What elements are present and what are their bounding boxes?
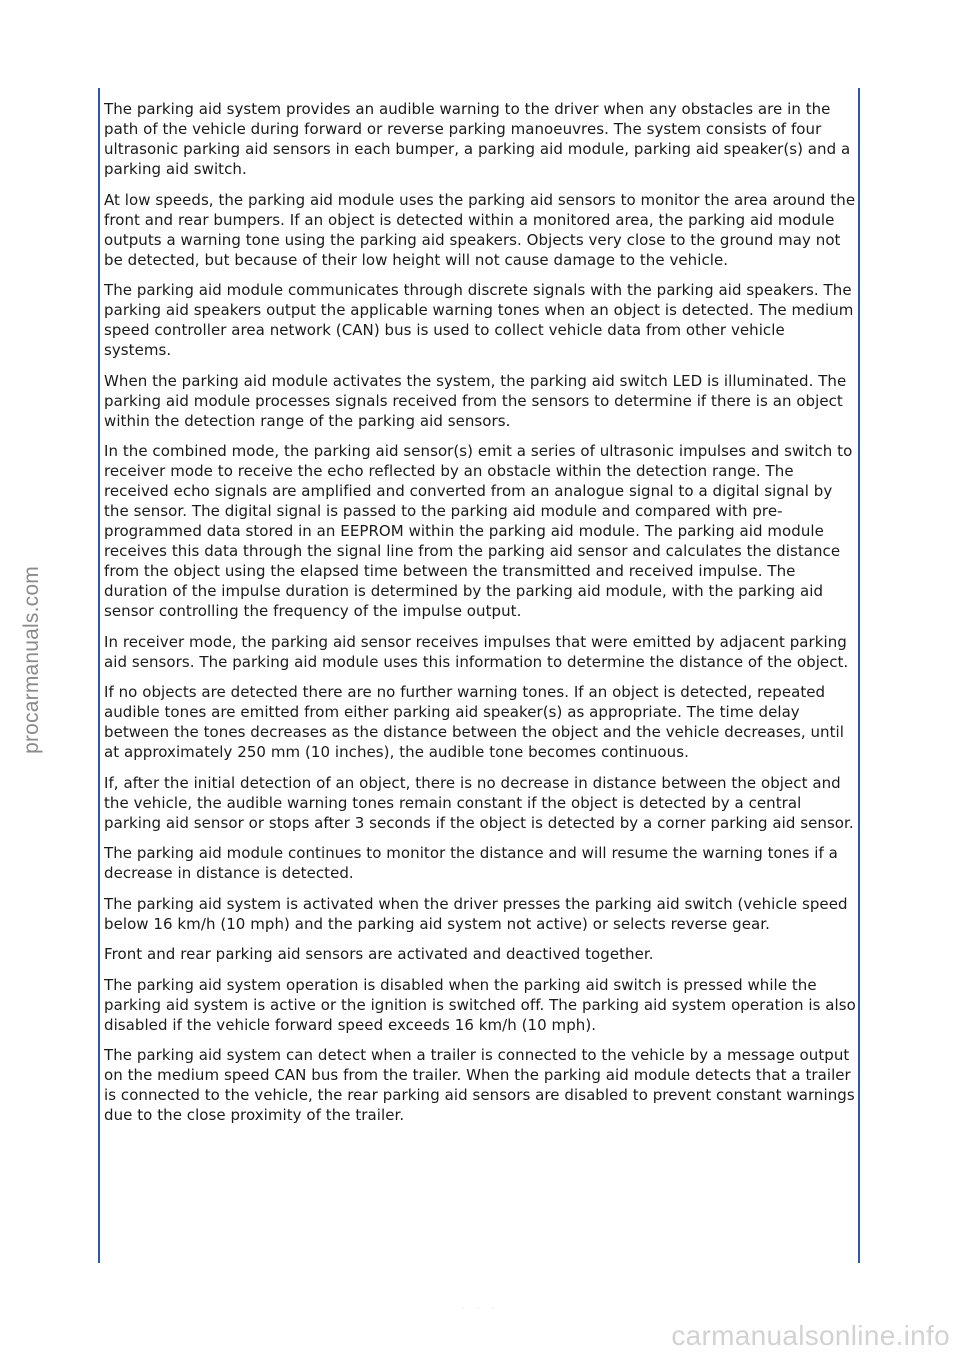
document-body [104, 99, 856, 1136]
paragraph-10: The parking aid system is activated when the driver presses the parking aid switch (vehicle speed below 16 km/h (10 mph) and the parking aid system not active) or selects reverse gear. [104, 894, 848, 933]
paragraph-5: In the combined mode, the parking aid sensor(s) emit a series of ultrasonic impulses and switch to receiver mode to receive the echo reflected by an obstacle within the detection range. The received echo signals are amplified and converted from an analogue signal to a digital signal by the sensor. The digital signal is passed to the parking aid module and compared with pre-programmed data stored in an EEPROM within the parking aid module. The parking aid module receives this data through the signal line from the parking aid sensor and calculates the distance from the object using the elapsed time between the transmitted and received impulse. The duration of the impulse duration is determined by the parking aid module, with the parking aid sensor controlling the frequency of the impulse output. [104, 442, 853, 620]
bottom-watermark: carmanualsonline.info [671, 1320, 950, 1351]
paragraph-9: The parking aid module continues to monitor the distance and will resume the warning tones if a decrease in distance is detected. [104, 844, 838, 882]
paragraph-8: If, after the initial detection of an object, there is no decrease in distance between the object and the vehicle, the audible warning tones remain constant if the object is detected by a central parking aid sensor or stops after 3 seconds if the object is detected by a corner parking aid sensor. [104, 773, 854, 832]
paragraph-7: If no objects are detected there are no further warning tones. If an object is detected, repeated audible tones are emitted from either parking aid speaker(s) as appropriate. The time delay between the tones decreases as the distance between the object and the vehicle decreases, until at approximately 250 mm (10 inches), the audible tone becomes continuous. [104, 683, 844, 761]
left-margin-rule [98, 88, 100, 1263]
paragraph-11: Front and rear parking aid sensors are activated and deactived together. [104, 945, 654, 963]
paragraph-4: When the parking aid module activates the system, the parking aid switch LED is illuminated. The parking aid module processes signals received from the sensors to determine if there is an object within the detection range of the parking aid sensors. [104, 371, 847, 430]
paragraph-13: The parking aid system can detect when a trailer is connected to the vehicle by a message output on the medium speed CAN bus from the trailer. When the parking aid module detects that a trailer is connected to the vehicle, the rear parking aid sensors are disabled to prevent constant warnings due to the close proximity of the trailer. [104, 1046, 855, 1124]
paragraph-6: In receiver mode, the parking aid sensor receives impulses that were emitted by adjacent parking aid sensors. The parking aid module uses this information to determine the distance of the object. [104, 632, 849, 671]
page-number: - - - [461, 1303, 499, 1314]
paragraph-1: The parking aid system provides an audible warning to the driver when any obstacles are in the path of the vehicle during forward or reverse parking manoeuvres. The system consists of four ultrasonic parking aid sensors in each bumper, a parking aid module, parking aid speaker(s) and a parking aid switch. [104, 100, 851, 178]
side-watermark: procarmanuals.com [20, 566, 43, 754]
paragraph-12: The parking aid system operation is disabled when the parking aid switch is pressed while the parking aid system is active or the ignition is switched off. The parking aid system operation is also disabled if the vehicle forward speed exceeds 16 km/h (10 mph). [104, 975, 856, 1034]
paragraph-3: The parking aid module communicates through discrete signals with the parking aid speakers. The parking aid speakers output the applicable warning tones when an object is detected. The medium speed controller area network (CAN) bus is used to collect vehicle data from other vehicle systems. [104, 281, 854, 359]
paragraph-2: At low speeds, the parking aid module uses the parking aid sensors to monitor the area around the front and rear bumpers. If an object is detected within a monitored area, the parking aid module outputs a warning tone using the parking aid speakers. Objects very close to the ground may not be detected, but because of their low height will not cause damage to the vehicle. [104, 190, 856, 269]
right-margin-rule [858, 88, 860, 1263]
